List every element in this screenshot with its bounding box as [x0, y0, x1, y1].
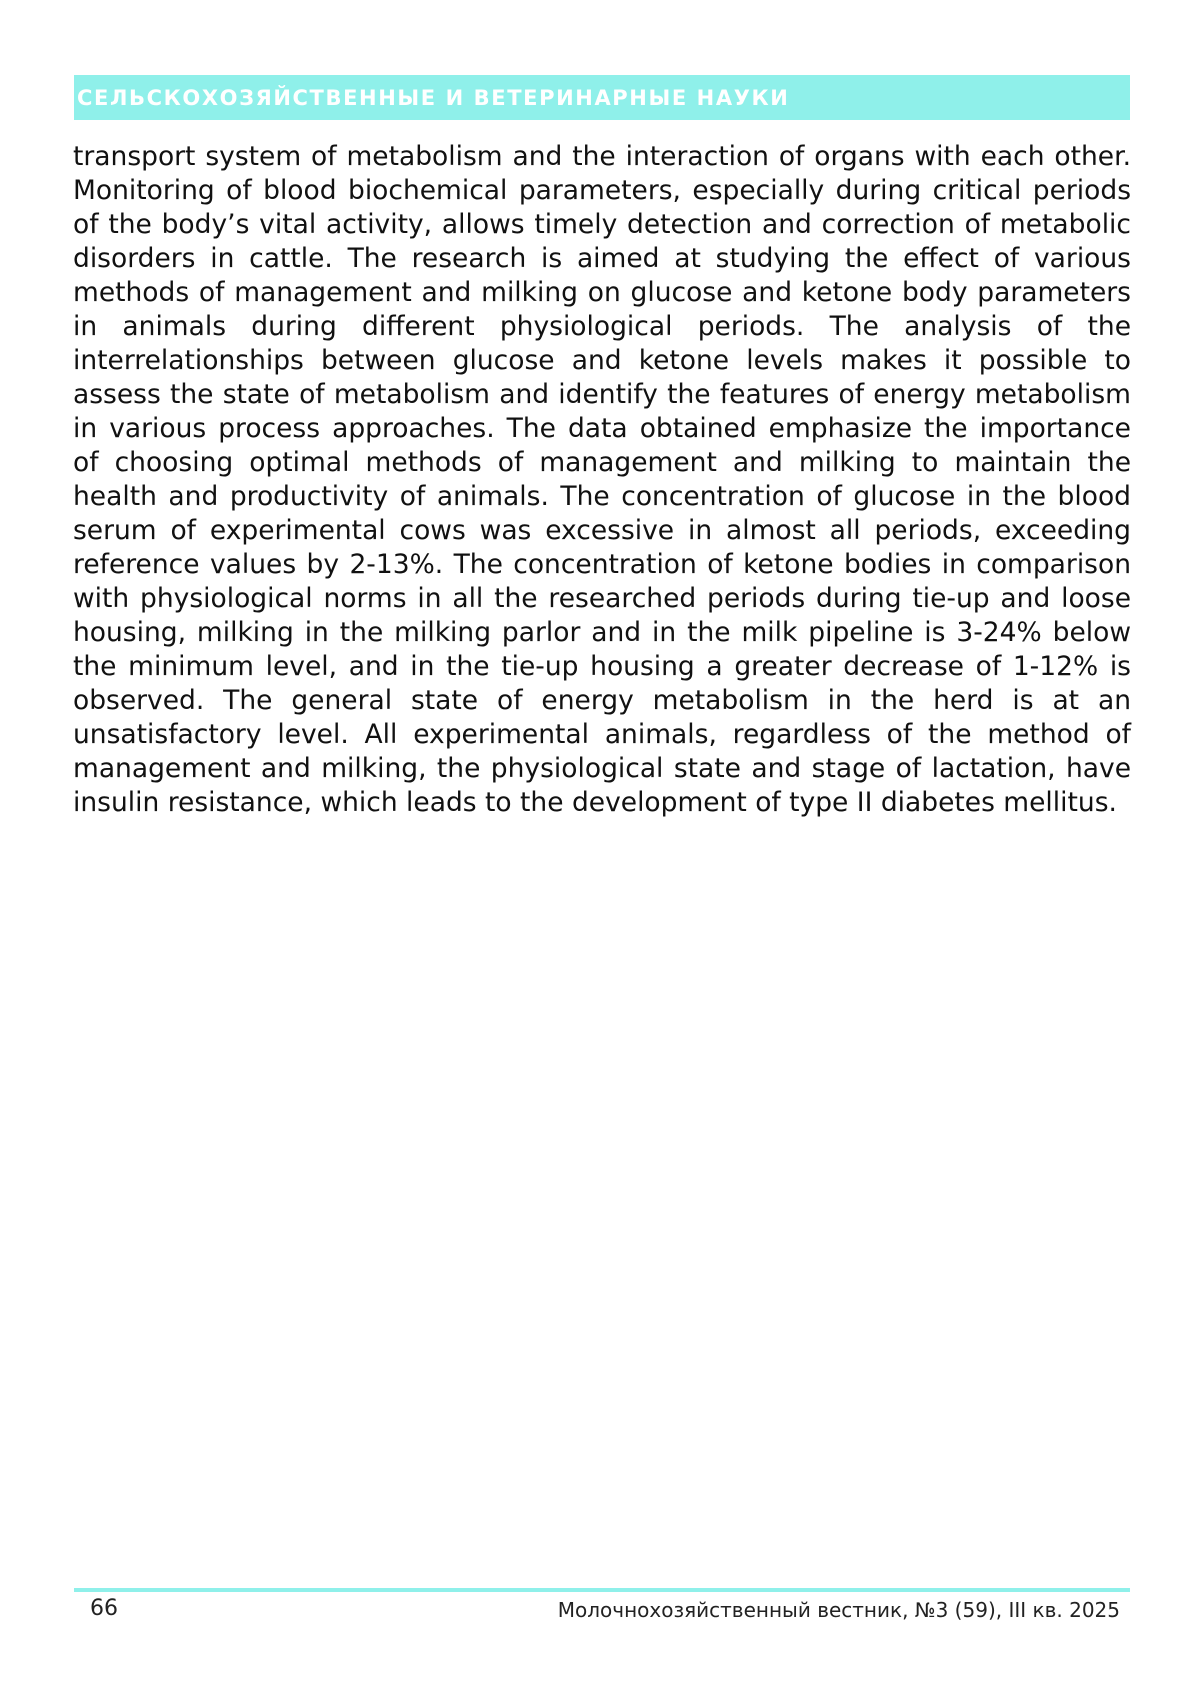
section-title: СЕЛЬСКОХОЗЯЙСТВЕННЫЕ И ВЕТЕРИНАРНЫЕ НАУКИ — [77, 86, 789, 110]
page-number: 66 — [90, 1596, 118, 1621]
article-body-paragraph: transport system of metabolism and the interaction of organs with each other. Monitoring of blood biochemical parameters, especially during critical periods of the body’s vital activity, allows timely detection and correction of metabolic disorders in cattle. The research is aimed at studying the effect of various methods of management and milking on glucose and ketone body parameters in animals during different physiological periods. The analysis of the interrelationships between glucose and ketone levels makes it possible to assess the state of metabolism and identify the features of energy metabolism in various process approaches. The data obtained emphasize the importance of choosing optimal methods of management and milking to maintain the health and productivity of animals. The concentration of glucose in the blood serum of experimental cows was excessive in almost all periods, exceeding reference values by 2-13%. The concentration of ketone bodies in comparison with physiological norms in all the researched periods during tie-up and loose housing, milking in the milking parlor and in the milk pipeline is 3-24% below the minimum level, and in the tie-up housing a greater decrease of 1-12% is observed. The general state of energy metabolism in the herd is at an unsatisfactory level. All experimental animals, regardless of the method of management and milking, the physiological state and stage of lactation, have insulin resistance, which leads to the development of type II diabetes mellitus. — [73, 140, 1131, 820]
footer-divider — [74, 1588, 1130, 1592]
section-header-band — [74, 75, 1130, 120]
journal-citation: Молочнохозяйственный вестник, №3 (59), III кв. 2025 — [558, 1598, 1120, 1622]
